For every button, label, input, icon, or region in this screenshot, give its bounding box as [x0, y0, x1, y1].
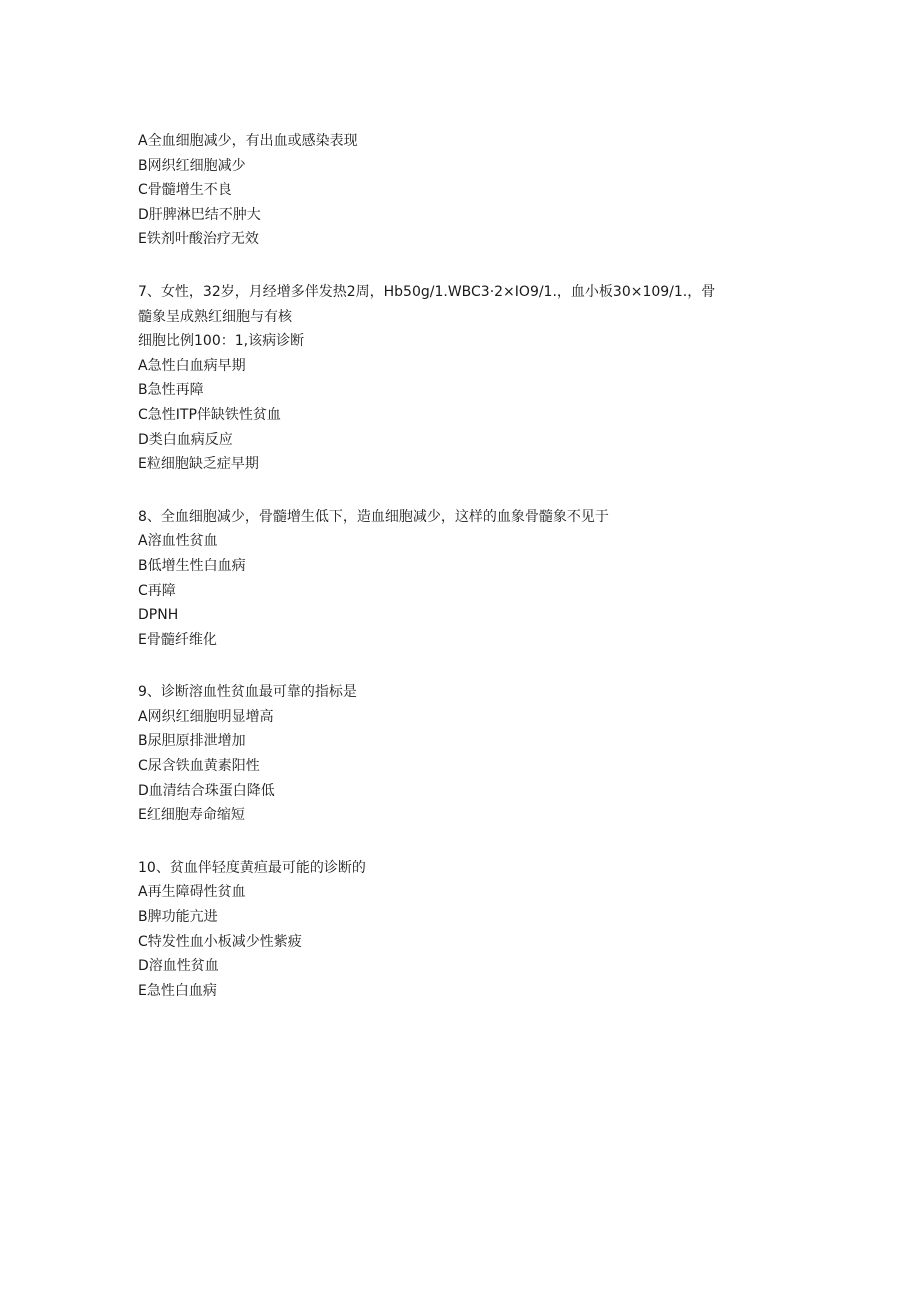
option-d: D类白血病反应 [138, 431, 233, 448]
question-stem-line-2: 髓象呈成熟红细胞与有核 [138, 308, 292, 325]
option-b: B急性再障 [138, 382, 204, 399]
option-c: C特发性血小板减少性紫疲 [138, 933, 302, 950]
option-e: E急性白血病 [138, 982, 217, 999]
option-a: A网织红细胞明显增高 [138, 708, 274, 725]
option-e: E红细胞寿命缩短 [138, 807, 245, 824]
question-9-block [138, 680, 778, 828]
option-a: A溶血性贫血 [138, 533, 218, 550]
question-stem: 8、全血细胞减少，骨髓增生低下，造血细胞减少，这样的血象骨髓象不见于 [138, 508, 609, 525]
option-b: B尿胆原排泄增加 [138, 733, 246, 750]
question-6-block [138, 129, 778, 252]
document-page [138, 129, 778, 1031]
option-c: C再障 [138, 582, 176, 599]
option-b: B低增生性白血病 [138, 557, 246, 574]
question-7-block [138, 280, 778, 477]
option-b: B网织红细胞减少 [138, 157, 246, 174]
option-d: D血清结合珠蛋白降低 [138, 782, 275, 799]
option-e: E铁剂叶酸治疗无效 [138, 231, 259, 248]
option-a: A全血细胞减少，有出血或感染表现 [138, 133, 358, 149]
option-a: A急性白血病早期 [138, 357, 246, 374]
option-d: D溶血性贫血 [138, 958, 219, 975]
option-e: E骨髓纤维化 [138, 631, 217, 648]
question-10-block [138, 856, 778, 1004]
option-a: A再生障碍性贫血 [138, 884, 246, 901]
option-d: DPNH [138, 607, 179, 624]
question-stem: 9、诊断溶血性贫血最可靠的指标是 [138, 684, 357, 701]
question-stem-line-3: 细胞比例100：1,该病诊断 [138, 333, 305, 350]
option-b: B脾功能亢进 [138, 909, 218, 926]
question-stem-line-1: 7、女性，32岁，月经增多伴发热2周，Hb50g/1.WBC3·2×IO9/1.，血小板30×109/1.，骨 [138, 283, 716, 300]
option-d: D肝脾淋巴结不肿大 [138, 206, 261, 223]
option-e: E粒细胞缺乏症早期 [138, 456, 259, 473]
option-c: C急性ITP伴缺铁性贫血 [138, 406, 281, 423]
option-c: C尿含铁血黄素阳性 [138, 758, 260, 775]
option-c: C骨髓增生不良 [138, 182, 232, 199]
question-stem: 10、贫血伴轻度黄疸最可能的诊断的 [138, 859, 366, 876]
question-8-block [138, 505, 778, 653]
